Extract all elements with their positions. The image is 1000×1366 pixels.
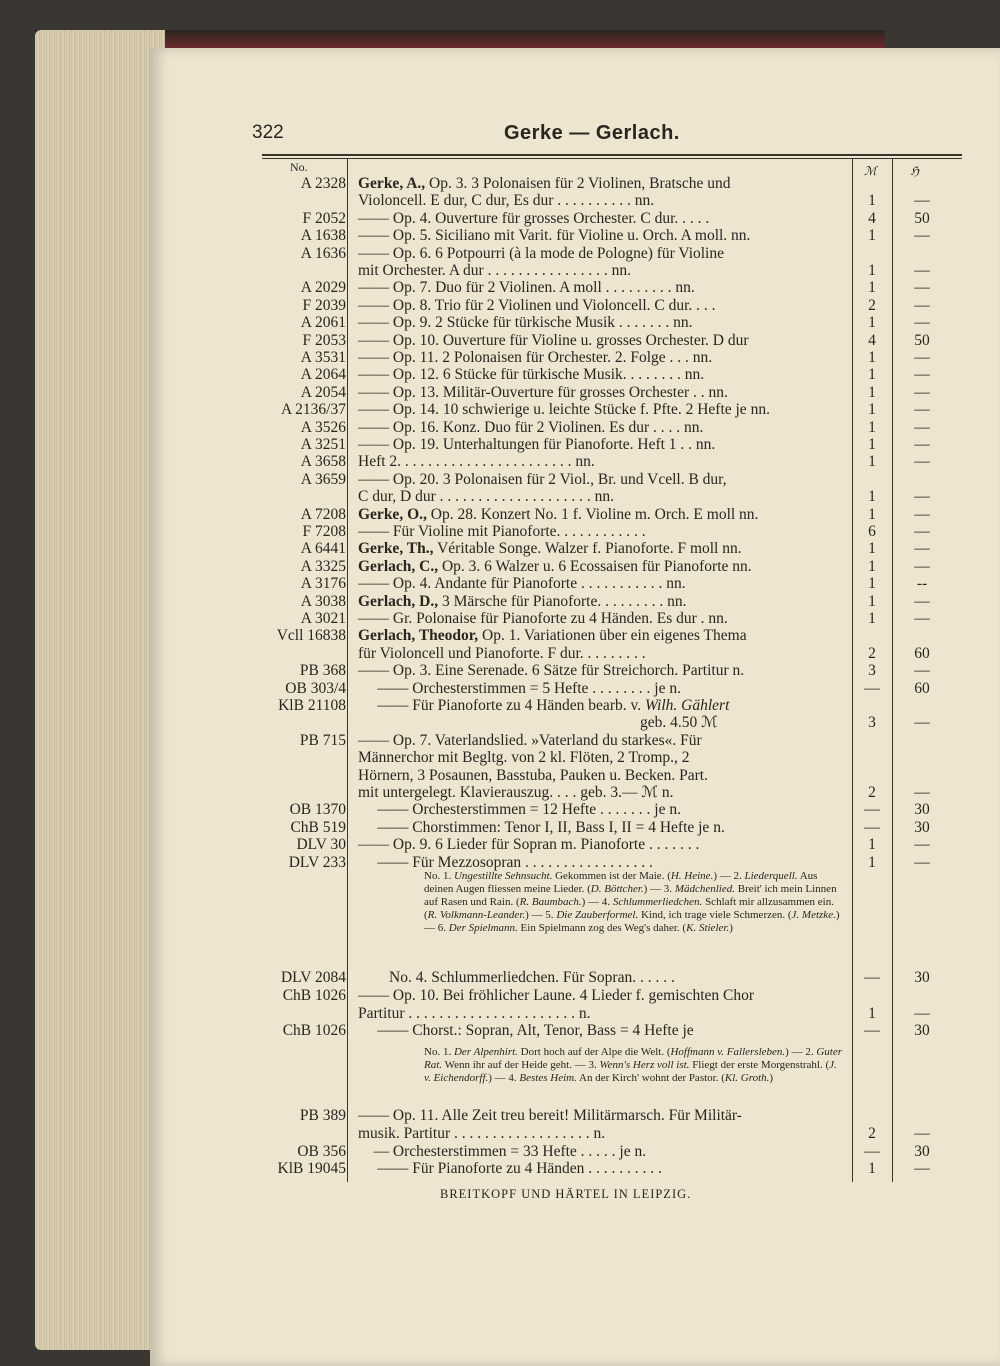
- price-pfennig: —: [914, 192, 930, 210]
- price-pfennig: —: [914, 836, 930, 854]
- catalog-row: [262, 210, 962, 228]
- catalog-number: KlB 19045: [277, 1160, 346, 1178]
- column-header-pf: ℌ: [910, 164, 920, 178]
- catalog-row: [262, 523, 962, 541]
- catalog-number: PB 389: [299, 1107, 346, 1124]
- price-mark: 2: [868, 296, 876, 314]
- price-pfennig: —: [914, 279, 930, 297]
- catalog-number: A 3531: [300, 349, 346, 366]
- catalog-row: [262, 680, 962, 698]
- price-mark: —: [864, 1142, 880, 1160]
- catalog-number: KlB 21108: [278, 697, 346, 714]
- page-title: Gerke — Gerlach.: [504, 122, 680, 144]
- catalog-number: PB 368: [299, 662, 346, 680]
- catalog-row: [262, 969, 962, 987]
- catalog-row: [262, 1107, 962, 1125]
- catalog-row: [262, 192, 962, 210]
- price-mark: 4: [868, 331, 876, 349]
- catalog-number: F 7208: [302, 523, 346, 540]
- price-mark: 3: [868, 662, 876, 680]
- catalog-number: DLV 233: [288, 853, 346, 871]
- entry-description: —— Orchesterstimmen = 12 Hefte . . . . . . . je n.: [358, 801, 681, 819]
- price-pfennig: —: [914, 1004, 930, 1022]
- price-mark: 1: [868, 418, 876, 436]
- price-pfennig: 30: [914, 1142, 930, 1160]
- entry-description: musik. Partitur . . . . . . . . . . . . . . . . . . n.: [358, 1124, 606, 1142]
- entry-description: —— Op. 16. Konz. Duo für 2 Violinen. Es dur . . . . nn.: [358, 418, 704, 436]
- price-mark: 1: [868, 540, 876, 558]
- entry-description: —— Op. 9. 6 Lieder für Sopran m. Pianoforte . . . . . . .: [358, 836, 700, 854]
- entry-description: —— Op. 4. Ouverture für grosses Orchester. C dur. . . . .: [358, 209, 710, 227]
- catalog-number: A 1636: [300, 244, 346, 262]
- entry-description: — Orchesterstimmen = 33 Hefte . . . . . je n.: [358, 1142, 647, 1160]
- book-page-edges: [35, 30, 165, 1350]
- price-mark: 2: [868, 1124, 876, 1142]
- price-pfennig: —: [914, 262, 930, 279]
- entry-description: —— Op. 11. 2 Polonaisen für Orchester. 2. Folge . . . nn.: [358, 349, 713, 366]
- entry-description: —— Op. 7. Vaterlandslied. »Vaterland du starkes«. Für: [358, 731, 702, 749]
- price-mark: 1: [868, 453, 876, 471]
- catalog-row: [262, 366, 962, 384]
- price-mark: 1: [868, 349, 876, 366]
- catalog-row: [262, 540, 962, 558]
- price-mark: —: [864, 801, 880, 819]
- price-pfennig: —: [914, 505, 930, 523]
- price-pfennig: —: [914, 540, 930, 558]
- catalog-row: [262, 697, 962, 715]
- price-pfennig: —: [914, 523, 930, 540]
- catalog-row: [262, 419, 962, 437]
- catalog-number: A 3526: [300, 418, 346, 436]
- price-pfennig: 30: [914, 801, 930, 819]
- price-mark: —: [864, 818, 880, 836]
- catalog-number: Vcll 16838: [276, 627, 346, 645]
- catalog-number: PB 715: [299, 731, 346, 749]
- price-pfennig: 30: [914, 1022, 930, 1040]
- catalog-row: [262, 610, 962, 628]
- catalog-row: [262, 384, 962, 402]
- catalog-row: [262, 819, 962, 837]
- price-pfennig: —: [914, 488, 930, 506]
- catalog-number: A 6441: [300, 540, 346, 558]
- entry-description: —— Chorstimmen: Tenor I, II, Bass I, II = 4 Hefte je n.: [358, 818, 725, 836]
- price-mark: 1: [868, 227, 876, 245]
- catalog-row: [262, 714, 962, 732]
- catalog-row: [262, 401, 962, 419]
- price-pfennig: --: [916, 575, 928, 593]
- price-mark: 1: [868, 557, 876, 575]
- price-mark: 4: [868, 209, 876, 227]
- price-mark: —: [864, 1022, 880, 1040]
- catalog-number: A 2054: [300, 383, 346, 401]
- entry-description: —— Op. 20. 3 Polonaisen für 2 Viol., Br. und Vcell. B dur,: [358, 470, 727, 488]
- catalog-row: [262, 175, 962, 193]
- catalog-number: OB 1370: [289, 801, 346, 819]
- price-pfennig: —: [914, 453, 930, 471]
- column-header-mark: ℳ: [864, 164, 877, 178]
- catalog-number: OB 303/4: [285, 679, 346, 697]
- price-pfennig: —: [914, 383, 930, 401]
- catalog-number: A 2328: [300, 175, 346, 192]
- price-mark: 1: [868, 401, 876, 419]
- price-pfennig: —: [914, 418, 930, 436]
- price-mark: 1: [868, 192, 876, 210]
- price-mark: 6: [868, 523, 876, 540]
- price-pfennig: —: [914, 1160, 930, 1178]
- entry-description: mit untergelegt. Klavierauszug. . . . geb. 3.— ℳ n.: [358, 784, 674, 801]
- catalog-row: [262, 1125, 962, 1143]
- catalog-number: A 3176: [300, 575, 346, 593]
- catalog-number: A 3021: [300, 610, 346, 627]
- price-mark: 1: [868, 610, 876, 627]
- catalog-row: [262, 854, 962, 872]
- catalog-number: ChB 1026: [282, 986, 346, 1004]
- catalog-number: A 3658: [300, 453, 346, 471]
- price-mark: 1: [868, 1004, 876, 1022]
- catalog-number: A 2029: [300, 279, 346, 297]
- entry-description: —— Für Violine mit Pianoforte. . . . . . . . . . . .: [358, 523, 646, 540]
- entry-description: —— Gr. Polonaise für Pianoforte zu 4 Händen. Es dur . nn.: [358, 610, 728, 627]
- price-mark: 1: [868, 836, 876, 854]
- catalog-row: [262, 593, 962, 611]
- catalog-row: [262, 506, 962, 524]
- entry-description: —— Op. 8. Trio für 2 Violinen und Violoncell. C dur. . . .: [358, 296, 716, 314]
- catalog-row: [262, 987, 962, 1005]
- entry-description: Gerke, A., Op. 3. 3 Polonaisen für 2 Violinen, Bratsche und: [358, 175, 731, 192]
- catalog-row: [262, 575, 962, 593]
- catalog-row: [262, 245, 962, 263]
- entry-description: Violoncell. E dur, C dur, Es dur . . . . . . . . . . nn.: [358, 192, 655, 210]
- catalog-number: A 1638: [300, 227, 346, 245]
- price-mark: 1: [868, 436, 876, 453]
- catalog-row: [262, 297, 962, 315]
- catalog-row: [262, 349, 962, 367]
- price-pfennig: —: [914, 662, 930, 680]
- catalog-number: A 3325: [300, 557, 346, 575]
- catalog-row: [262, 279, 962, 297]
- catalog-row: [262, 227, 962, 245]
- entry-description: —— Op. 5. Siciliano mit Varit. für Violine u. Orch. A moll. nn.: [358, 227, 751, 245]
- entry-description: Gerlach, C., Op. 3. 6 Walzer u. 6 Ecossaisen für Pianoforte nn.: [358, 557, 752, 575]
- price-mark: 1: [868, 366, 876, 384]
- entry-description: mit Orchester. A dur . . . . . . . . . . . . . . . . nn.: [358, 262, 631, 279]
- price-pfennig: —: [914, 853, 930, 871]
- price-mark: 1: [868, 853, 876, 871]
- page-number: 322: [252, 122, 284, 143]
- catalog-number: F 2053: [302, 331, 346, 349]
- catalog-row: [262, 488, 962, 506]
- entry-description: Hörnern, 3 Posaunen, Basstuba, Pauken u. Becken. Part.: [358, 766, 708, 784]
- entry-description: —— Op. 12. 6 Stücke für türkische Musik. . . . . . . . nn.: [358, 366, 705, 384]
- price-pfennig: —: [914, 349, 930, 366]
- entry-description: —— Für Pianoforte zu 4 Händen . . . . . . . . . .: [358, 1160, 662, 1178]
- price-mark: 3: [868, 714, 876, 732]
- entry-description: geb. 4.50 ℳ: [640, 714, 718, 732]
- entry-description: —— Für Pianoforte zu 4 Händen bearb. v. Wilh. Gählert: [358, 697, 730, 714]
- catalog-number: A 2136/37: [280, 401, 346, 419]
- entry-description: —— Chorst.: Sopran, Alt, Tenor, Bass = 4 Hefte je: [358, 1022, 694, 1040]
- price-mark: 1: [868, 383, 876, 401]
- catalog-row: [262, 662, 962, 680]
- price-pfennig: —: [914, 714, 930, 732]
- price-mark: 1: [868, 1160, 876, 1178]
- entry-description: Gerke, Th., Véritable Songe. Walzer f. Pianoforte. F moll nn.: [358, 540, 742, 558]
- entry-description: —— Op. 3. Eine Serenade. 6 Sätze für Streichorch. Partitur n.: [358, 662, 745, 680]
- price-pfennig: —: [914, 1124, 930, 1142]
- entry-description: —— Op. 10. Bei fröhlicher Laune. 4 Lieder f. gemischten Chor: [358, 986, 754, 1004]
- catalog-row: [262, 332, 962, 350]
- price-pfennig: —: [914, 227, 930, 245]
- catalog-number: ChB 1026: [282, 1022, 346, 1040]
- publisher-footer: BREITKOPF UND HÄRTEL IN LEIPZIG.: [440, 1187, 692, 1201]
- catalog-number: DLV 30: [296, 836, 346, 854]
- price-mark: 1: [868, 262, 876, 279]
- entry-description: Gerlach, D., 3 Märsche für Pianoforte. . . . . . . . . nn.: [358, 592, 687, 610]
- price-mark: 2: [868, 784, 876, 801]
- entry-description: C dur, D dur . . . . . . . . . . . . . . . . . . . . nn.: [358, 488, 614, 506]
- catalog-row: [262, 1022, 962, 1040]
- price-pfennig: 30: [914, 818, 930, 836]
- catalog-number: OB 356: [297, 1142, 346, 1160]
- price-mark: —: [864, 969, 880, 986]
- catalog-number: A 3251: [300, 436, 346, 453]
- price-mark: 1: [868, 592, 876, 610]
- catalog-number: A 3038: [300, 592, 346, 610]
- price-pfennig: 50: [914, 331, 930, 349]
- price-mark: 1: [868, 505, 876, 523]
- entry-description: für Violoncell und Pianoforte. F dur. . . . . . . . .: [358, 644, 646, 662]
- price-pfennig: —: [914, 366, 930, 384]
- entry-description: —— Op. 7. Duo für 2 Violinen. A moll . . . . . . . . . nn.: [358, 279, 695, 297]
- price-mark: 1: [868, 575, 876, 593]
- price-pfennig: —: [914, 314, 930, 332]
- catalog-row: [262, 1160, 962, 1178]
- catalog-row: [262, 436, 962, 454]
- price-pfennig: —: [914, 784, 930, 801]
- price-pfennig: —: [914, 592, 930, 610]
- entry-description: —— Op. 4. Andante für Pianoforte . . . . . . . . . . . nn.: [358, 575, 686, 593]
- catalog-row: [262, 627, 962, 645]
- price-pfennig: —: [914, 610, 930, 627]
- catalog-row: [262, 471, 962, 489]
- entry-description: —— Op. 10. Ouverture für Violine u. grosses Orchester. D dur: [358, 331, 749, 349]
- price-pfennig: —: [914, 296, 930, 314]
- catalog-number: A 7208: [300, 505, 346, 523]
- entry-description: —— Op. 19. Unterhaltungen für Pianoforte. Heft 1 . . nn.: [358, 436, 716, 453]
- catalog-row: [262, 314, 962, 332]
- entry-description: —— Orchesterstimmen = 5 Hefte . . . . . . . . je n.: [358, 679, 681, 697]
- price-mark: 2: [868, 644, 876, 662]
- entry-description: No. 4. Schlummerliedchen. Für Sopran. . . . . .: [358, 969, 675, 986]
- catalog-row: [262, 1143, 962, 1161]
- entry-description: —— Op. 14. 10 schwierige u. leichte Stücke f. Pfte. 2 Hefte je nn.: [358, 401, 770, 419]
- entry-description: —— Op. 6. 6 Potpourri (à la mode de Pologne) für Violine: [358, 244, 724, 262]
- catalog-row: [262, 732, 962, 750]
- catalog-row: [262, 836, 962, 854]
- entry-description: Heft 2. . . . . . . . . . . . . . . . . . . . . . . nn.: [358, 453, 595, 471]
- song-list-note-op9: No. 1. Ungestillte Sehnsucht. Gekommen ist der Maie. (H. Heine.) — 2. Liederquell. Aus deinen Augen fliessen meine Lieder. (D. Böttcher.) — 3. Mädchenlied. Breit' ich mein Linnen auf Rasen und Rain. (R. Baumbach.) — 4. Schlummerliedchen. Schlaft mir allzusammen ein. (R. Volkmann-Leander.) — 5. Die Zauberformel. Kind, ich trage viele Schmerzen. (J. Metzke.) — 6. Der Spielmann. Ein Spielmann zog des Weg's daher. (K. Stieler.): [424, 870, 840, 934]
- entry-description: Männerchor mit Begltg. von 2 kl. Flöten, 2 Tromp., 2: [358, 749, 690, 767]
- catalog-row: [262, 645, 962, 663]
- price-pfennig: —: [914, 401, 930, 419]
- price-pfennig: —: [914, 436, 930, 453]
- price-pfennig: 30: [914, 969, 930, 986]
- catalog-number: DLV 2084: [280, 969, 346, 986]
- catalog-number: F 2039: [302, 296, 346, 314]
- catalog-number: F 2052: [302, 209, 346, 227]
- catalog-row: [262, 1005, 962, 1023]
- entry-description: Gerlach, Theodor, Op. 1. Variationen über ein eigenes Thema: [358, 627, 747, 645]
- catalog-row: [262, 749, 962, 767]
- header-rule-thin: [262, 158, 962, 159]
- price-mark: 1: [868, 314, 876, 332]
- price-mark: 1: [868, 488, 876, 506]
- song-list-note-op10: No. 1. Der Alpenhirt. Dort hoch auf der Alpe die Welt. (Hoffmann v. Fallersleben.) — 2. Guter Rat. Wenn ihr auf der Heide geht. — 3. Wenn's Herz voll ist. Fliegt der erste Morgenstrahl. (J. v. Eichendorff.) — 4. Bestes Heim. An der Kirch' wohnt der Pastor. (Kl. Groth.): [424, 1046, 842, 1084]
- catalog-row: [262, 262, 962, 280]
- catalog-number: A 2064: [300, 366, 346, 384]
- entry-description: —— Op. 9. 2 Stücke für türkische Musik . . . . . . . nn.: [358, 314, 693, 332]
- catalog-row: [262, 767, 962, 785]
- price-pfennig: 60: [914, 679, 930, 697]
- entry-description: —— Für Mezzosopran . . . . . . . . . . . . . . . . .: [358, 853, 653, 871]
- price-pfennig: 60: [914, 644, 930, 662]
- price-mark: 1: [868, 279, 876, 297]
- catalog-row: [262, 784, 962, 802]
- column-header-no: No.: [290, 160, 308, 174]
- price-pfennig: —: [914, 557, 930, 575]
- catalog-number: A 3659: [300, 470, 346, 488]
- entry-description: —— Op. 13. Militär-Ouverture für grosses Orchester . . nn.: [358, 383, 728, 401]
- header-rule: [262, 154, 962, 156]
- entry-description: —— Op. 11. Alle Zeit treu bereit! Militärmarsch. Für Militär-: [358, 1107, 742, 1124]
- price-pfennig: 50: [914, 209, 930, 227]
- catalog-number: ChB 519: [290, 818, 346, 836]
- catalog-row: [262, 801, 962, 819]
- catalog-row: [262, 558, 962, 576]
- catalog-row: [262, 453, 962, 471]
- catalog-number: A 2061: [300, 314, 346, 332]
- price-mark: —: [864, 679, 880, 697]
- entry-description: Gerke, O., Op. 28. Konzert No. 1 f. Violine m. Orch. E moll nn.: [358, 505, 759, 523]
- entry-description: Partitur . . . . . . . . . . . . . . . . . . . . . . n.: [358, 1004, 591, 1022]
